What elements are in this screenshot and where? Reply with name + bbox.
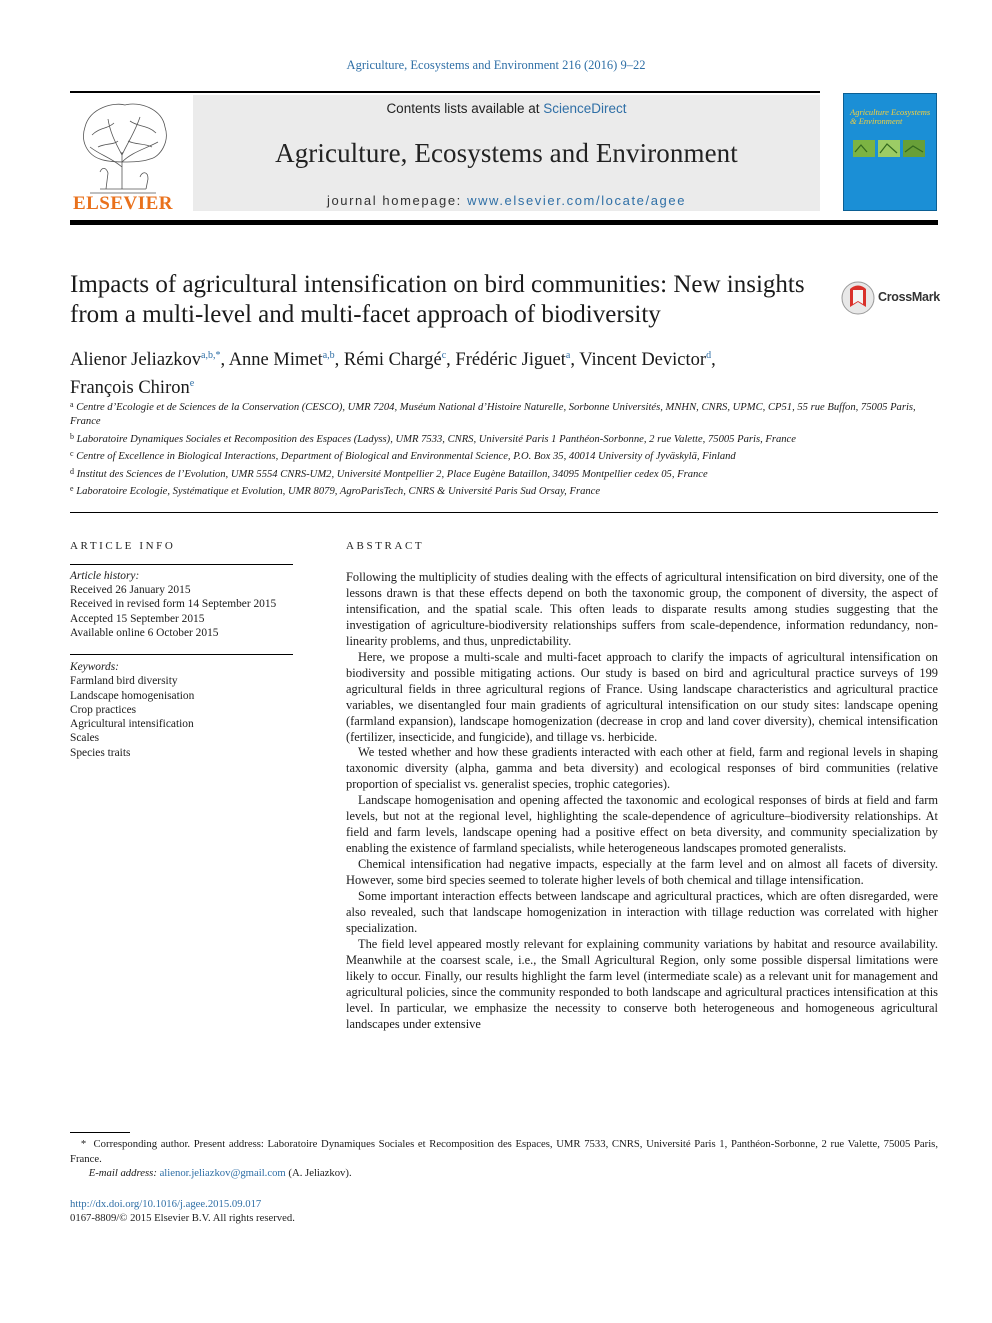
cover-images-icon	[853, 140, 925, 157]
email-suffix: (A. Jeliazkov).	[285, 1167, 352, 1180]
keywords-rule	[70, 654, 293, 655]
footnote-marker: *	[80, 1138, 87, 1150]
keyword: Species traits	[70, 746, 131, 759]
homepage-prefix: journal homepage:	[326, 193, 468, 208]
abstract-heading: ABSTRACT	[346, 540, 425, 552]
sciencedirect-link[interactable]: ScienceDirect	[543, 101, 627, 116]
footnote-rule	[70, 1132, 130, 1133]
keywords	[70, 660, 300, 760]
contents-line	[193, 101, 820, 116]
affiliation-list	[70, 398, 938, 499]
journal-homepage	[193, 193, 820, 208]
homepage-link[interactable]: www.elsevier.com/locate/agee	[467, 193, 687, 208]
article-history	[70, 569, 300, 640]
keywords-label: Keywords:	[70, 661, 119, 673]
abstract-paragraph: Chemical intensification had negative impacts, especially at the farm level and on almost all facets of diversity. However, some bird species seemed to tolerate higher levels of both chemical and tillage intensification.	[346, 857, 938, 888]
abstract-paragraph: The field level appeared mostly relevant for explaining community variations by habitat and resource availability. Meanwhile at the coarsest scale, i.e., the Small Agricultural Region, only some possible dispersal limitations were likely to occur. Finally, our results highlight the farm level (intermediate scale) as a relevant unit for management and agricultural policies, since the community responded to both landscape and agricultural practices intensification at this level. In particular, we emphasize the necessity to conserve both heterogeneous and homogeneous agricultural landscapes under extensive	[346, 936, 938, 1031]
article-title: Impacts of agricultural intensification on bird communities: New insights from a multi-level and multi-facet approach of biodiversity	[70, 271, 805, 328]
author-list	[70, 344, 930, 400]
header-top-rule	[70, 91, 820, 93]
crossmark-label[interactable]: CrossMark	[878, 290, 940, 304]
abstract-paragraph: Some important interaction effects between landscape and agricultural practices, which are often disregarded, were also revealed, such that landscape homogenization in interaction with tillage reduction was correlated with higher specialization.	[346, 889, 938, 935]
header-bottom-rule	[70, 220, 938, 225]
email-link[interactable]: alienor.jeliazkov@gmail.com	[159, 1167, 286, 1180]
abstract-paragraph: We tested whether and how these gradients interacted with each other at field, farm and regional levels in shaping taxonomic diversity (alpha, gamma and beta diversity) and ecological responses of bird communities (relative proportion of specialist vs. generalist species, trophic categories).	[346, 745, 938, 792]
section-divider	[70, 512, 938, 513]
affiliation: $^b$ Laboratoire Dynamiques Sociales et Recomposition des Espaces (Ladyss), UMR 7533, CNRS, Université Paris 1 Panthéon-Sorbonne, 2 rue Valette, 75005 Paris, France	[70, 431, 796, 445]
keyword: Landscape homogenisation	[70, 689, 195, 702]
abstract-paragraph: Landscape homogenisation and opening affected the taxonomic and ecological responses of birds at field and farm levels, but not at the regional level, highlighting the scale-dependence of agriculture–biodiversity relationships. At field and farm levels, landscape opening had a positive effect on beta diversity, and community specialization by enabling the existence of farmland specialists, while heterogeneous landscapes promoted generalists.	[346, 793, 938, 856]
keyword: Agricultural intensification	[70, 718, 194, 731]
author[interactable]: Alienor Jeliazkov$^{a,b,*}$,	[70, 350, 229, 371]
journal-cover-title: Agriculture Ecosystems & Environment	[850, 107, 931, 126]
corresponding-text: Corresponding author. Present address: Laboratoire Dynamiques Sociales et Recomposition des Espaces, UMR 7533, CNRS, Université Paris 1, Panthéon-Sorbonne, 2 rue Valette, 75005 Paris, France.	[70, 1138, 939, 1165]
doi-link[interactable]: http://dx.doi.org/10.1016/j.agee.2015.09.017	[70, 1198, 262, 1210]
journal-name: Agriculture, Ecosystems and Environment	[275, 138, 738, 168]
journal-citation[interactable]: Agriculture, Ecosystems and Environment 216 (2016) 9–22	[346, 58, 646, 72]
history-item: Available online 6 October 2015	[70, 626, 219, 639]
keyword: Crop practices	[70, 703, 137, 716]
contents-prefix: Contents lists available at	[386, 101, 544, 116]
affiliation: $^c$ Centre of Excellence in Biological Interactions, Department of Biological and Environmental Science, P.O. Box 35, 40014 University of Jyväskylä, Finland	[70, 449, 736, 463]
history-label: Article history:	[70, 570, 140, 582]
affiliation: $^d$ Institut des Sciences de l’Evolution, UMR 5554 CNRS-UM2, Université Montpellier 2, Place Eugène Bataillon, 34095 Montpellier cedex 05, France	[70, 466, 708, 480]
keyword: Scales	[70, 732, 100, 745]
copyright-line: 0167-8809/© 2015 Elsevier B.V. All rights reserved.	[70, 1212, 295, 1224]
article-info-rule	[70, 564, 293, 565]
abstract-body	[346, 570, 938, 1033]
corresponding-author-footnote	[70, 1137, 938, 1181]
abstract-paragraph: Here, we propose a multi-scale and multi-facet approach to clarify the impacts of agricultural intensification on biodiversity and possible mitigating actions. Our study is based on bird and agricultural practice surveys of 199 agricultural fields in three agricultural regions of France. Using landscape characteristics and agricultural practice variables, we disentangled four main gradients of agricultural intensification on our study sites: landscape opening (farmland expansion), landscape homogenization (decrease in crop and land cover diversity), chemical intensification (fertilizer, insecticide, and fungicide), and tillage vs. herbicide.	[346, 649, 938, 744]
history-item: Received 26 January 2015	[70, 584, 191, 597]
author[interactable]: François Chiron$^e$	[70, 378, 195, 399]
elsevier-wordmark[interactable]: ELSEVIER	[72, 193, 174, 214]
email-line	[70, 1166, 938, 1181]
article-info-heading: ARTICLE INFO	[70, 540, 176, 552]
affiliation: $^a$ Centre d’Ecologie et de Sciences de la Conservation (CESCO), UMR 7204, Muséum National d’Histoire Naturelle, Sorbonne Universités, MNHN, CNRS, UPMC, CP51, 55 rue Buffon, 75005 Paris, France	[70, 400, 916, 428]
author[interactable]: Anne Mimet$^{a,b}$,	[228, 350, 344, 371]
abstract-paragraph: Following the multiplicity of studies dealing with the effects of agricultural intensification on bird diversity, one of the lessons drawn is that these effects depend on both the taxonomic group, the component of diversity, the aspect of intensification, and the spatial scale. This often leads to disparate results among studies suggesting that the investigation of agriculture-biodiversity relationships suffers from scale-dependence, information redundancy, non-linearity problems, and thus, unpredictability.	[346, 570, 938, 648]
history-item: Received in revised form 14 September 2015	[70, 598, 277, 611]
history-item: Accepted 15 September 2015	[70, 612, 205, 625]
keyword: Farmland bird diversity	[70, 675, 178, 688]
corresponding-note	[70, 1137, 938, 1166]
author[interactable]: Frédéric Jiguet$^a$,	[455, 350, 580, 371]
author[interactable]: Rémi Chargé$^c$,	[343, 350, 456, 371]
author[interactable]: Vincent Devictor$^d$,	[579, 350, 716, 371]
email-label: E-mail address:	[88, 1167, 160, 1180]
affiliation: $^e$ Laboratoire Ecologie, Systématique et Evolution, UMR 8079, AgroParisTech, CNRS & Université Paris Sud Orsay, France	[70, 484, 601, 498]
